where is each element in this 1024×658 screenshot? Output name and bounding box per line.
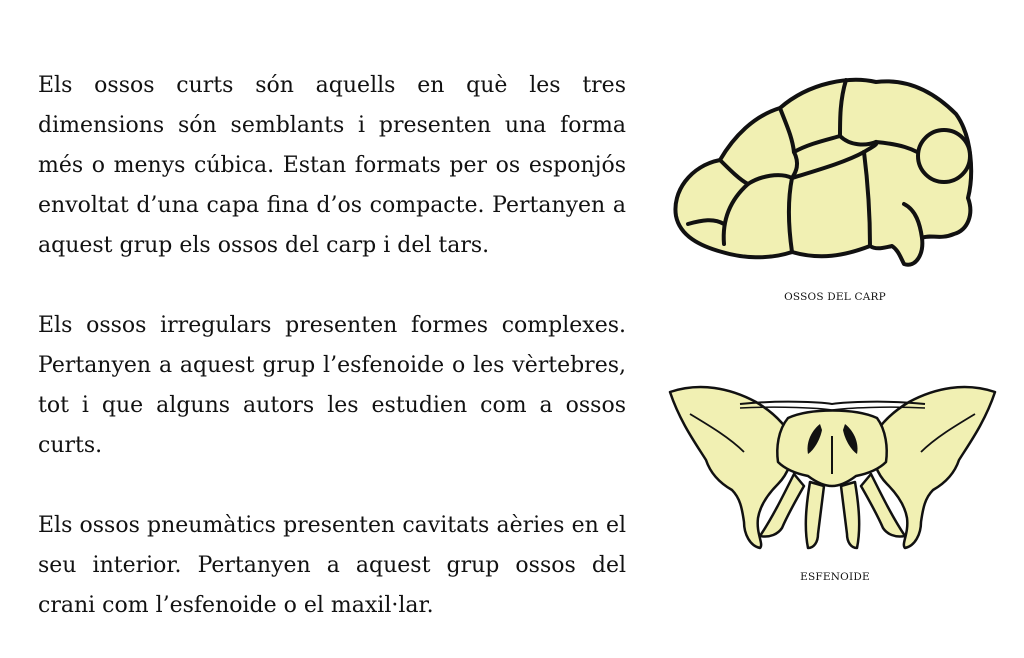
carpal-bones-illustration xyxy=(668,74,978,274)
sphenoid-bone-illustration xyxy=(660,378,1005,568)
paragraph-short-bones: Els ossos curts són aquells en què les tres dimensions són semblants i presenten una forma més o menys cúbica. Estan formats per os esponjós envoltat d’una capa fina d’os compacte. Pertanyen a aquest grup els ossos del carp i del tars. xyxy=(38,73,626,258)
text-column xyxy=(38,66,626,626)
paragraph-pneumatic-bones: Els ossos pneumàtics presenten cavitats aèries en el seu interior. Pertanyen a aquest grup ossos del crani com l’esfenoide o el maxil·lar. xyxy=(38,513,626,618)
paragraph-irregular-bones: Els ossos irregulars presenten formes complexes. Pertanyen a aquest grup l’esfenoide o les vèrtebres, tot i que alguns autors les estudien com a ossos curts. xyxy=(38,313,626,458)
carpal-bones-caption: OSSOS DEL CARP xyxy=(784,291,886,303)
sphenoid-caption: ESFENOIDE xyxy=(800,571,870,583)
